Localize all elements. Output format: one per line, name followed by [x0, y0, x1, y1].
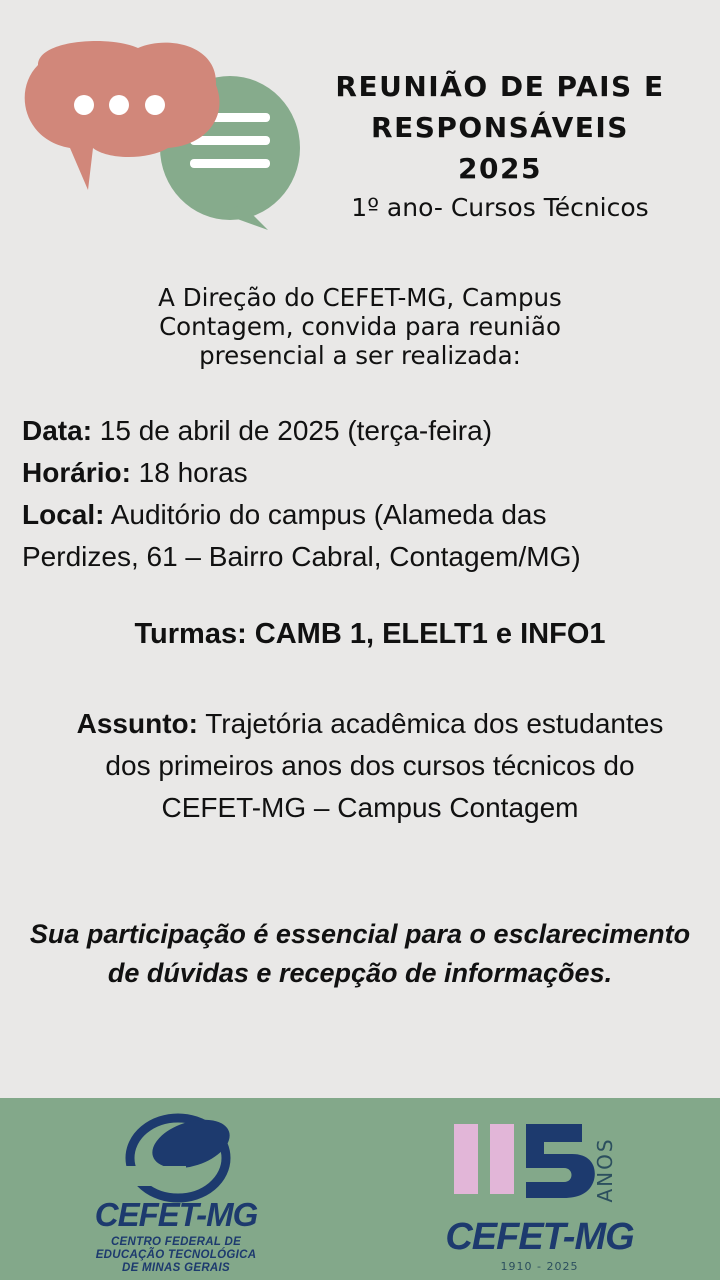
- footer: [0, 1098, 720, 1280]
- intro-line-2: Contagem, convida para reunião: [159, 312, 561, 341]
- anniversary-logo: [432, 1110, 652, 1276]
- time-row: [22, 452, 702, 494]
- anniversary-115-icon: [432, 1110, 647, 1220]
- subject-line-1: [30, 703, 710, 745]
- location-value-line-2: Perdizes, 61 – Bairro Cabral, Contagem/MG): [22, 541, 581, 572]
- cefet-logo-icon: [86, 1108, 266, 1203]
- anniversary-years: 1910 - 2025: [500, 1260, 579, 1273]
- date-value: 15 de abril de 2025 (terça-feira): [92, 415, 493, 446]
- time-value: 18 horas: [130, 457, 248, 488]
- cefet-subtitle-line-3: DE MINAS GERAIS: [121, 1262, 230, 1274]
- intro-text: [60, 283, 660, 370]
- cefet-subtitle-line-1: CENTRO FEDERAL DE: [110, 1236, 242, 1248]
- subject-block: [30, 703, 710, 829]
- date-label: Data:: [22, 415, 93, 446]
- chat-bubbles-illustration: [18, 30, 308, 240]
- subject-value-line-1: Trajetória acadêmica dos estudantes: [197, 708, 664, 739]
- title-line-3: 2025: [458, 152, 542, 185]
- cefet-logo: [86, 1108, 286, 1276]
- subtitle: 1º ano- Cursos Técnicos: [351, 193, 649, 222]
- title-line-1: REUNIÃO DE PAIS E: [335, 70, 665, 103]
- intro-line-1: A Direção do CEFET-MG, Campus: [158, 283, 562, 312]
- title-line-2: RESPONSÁVEIS: [371, 111, 629, 144]
- location-value-line-1: Auditório do campus (Alameda das: [104, 499, 547, 530]
- closing-line-2: de dúvidas e recepção de informações.: [107, 958, 613, 988]
- header: [300, 66, 700, 222]
- cefet-subtitle: [86, 1236, 266, 1275]
- classes-line: Turmas: CAMB 1, ELELT1 e INFO1: [134, 618, 606, 650]
- subject-value-line-3: CEFET-MG – Campus Contagem: [161, 792, 579, 823]
- location-row: [22, 494, 702, 536]
- closing-line-1: Sua participação é essencial para o esclarecimento: [29, 919, 691, 949]
- event-details: [22, 410, 702, 578]
- anniversary-brand-name: CEFET-MG: [445, 1216, 634, 1258]
- date-row: [22, 410, 702, 452]
- location-label: Local:: [22, 499, 105, 530]
- anniversary-anos-text: ANOS: [593, 1137, 617, 1203]
- intro-line-3: presencial a ser realizada:: [199, 341, 521, 370]
- closing-message: [0, 915, 720, 993]
- cefet-brand-name: CEFET-MG: [94, 1196, 258, 1233]
- page-title: [300, 66, 700, 189]
- subject-value-line-2: dos primeiros anos dos cursos técnicos do: [105, 750, 635, 781]
- subject-label: Assunto:: [76, 708, 198, 739]
- cefet-subtitle-line-2: EDUCAÇÃO TECNOLÓGICA: [95, 1249, 257, 1261]
- time-label: Horário:: [22, 457, 131, 488]
